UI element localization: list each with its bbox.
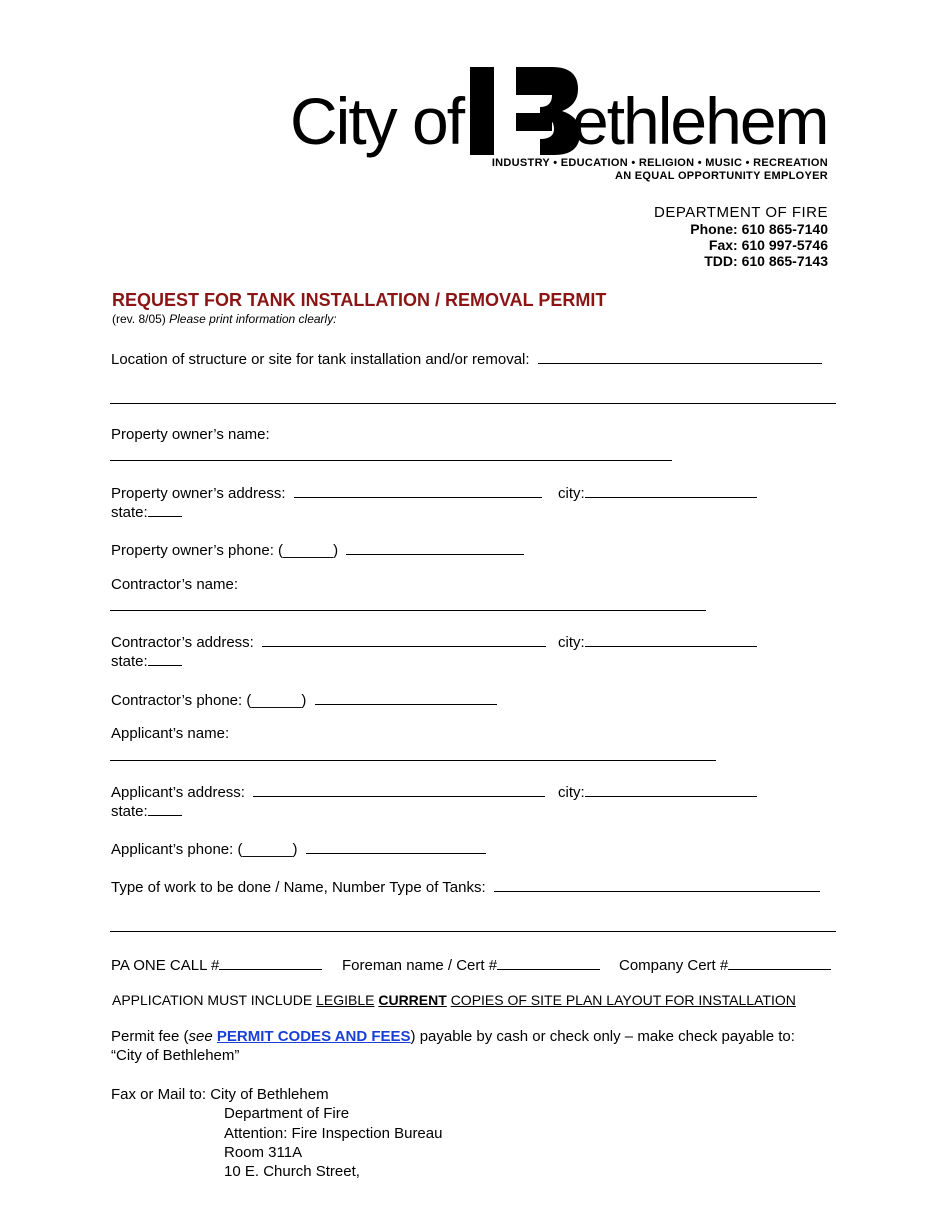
foreman-row [342,955,600,974]
logo-tagline [492,157,828,183]
contractor-state-label: state: [111,653,148,670]
contractor-city-row [558,632,757,651]
owner-state-row [111,502,182,521]
owner-state-field[interactable] [148,502,182,517]
applicant-address-label: Applicant’s address: [111,784,245,801]
work-type-field-line2[interactable] [110,931,836,932]
instruction-text: Please print information clearly: [169,312,337,326]
logo-b-mark [470,67,582,155]
mail-line-3: Room 311A [224,1144,303,1161]
department-contact [654,205,828,269]
contractor-phone-row [111,690,497,709]
form-subtitle [112,312,337,326]
fee-see: see [188,1028,213,1045]
contractor-city-field[interactable] [585,632,757,647]
fee-prefix: Permit fee ( [111,1028,189,1045]
mail-label: Fax or Mail to: City of Bethlehem [111,1086,329,1103]
applicant-name-field[interactable] [110,760,716,761]
mail-line-4: 10 E. Church Street, [224,1163,360,1180]
applicant-phone-label: Applicant’s phone: (______) [111,841,298,858]
location-field[interactable] [538,349,822,364]
company-cert-field[interactable] [728,955,831,970]
tagline-line1: INDUSTRY • EDUCATION • RELIGION • MUSIC • RECREATION [491,157,828,169]
applicant-city-label: city: [558,784,585,801]
revision-text: (rev. 8/05) [112,312,166,326]
applicant-city-row [558,782,757,801]
work-type-field[interactable] [494,877,820,892]
applicant-phone-row [111,839,486,858]
owner-address-field[interactable] [294,483,542,498]
work-type-row [111,877,820,896]
owner-name-label: Property owner’s name: [111,426,270,443]
department-fax: Fax: 610 997-5746 [708,237,828,253]
logo-rest-text: ethlehem [572,84,828,158]
fee-line [111,1028,795,1045]
owner-address-label: Property owner’s address: [111,485,286,502]
owner-address-row [111,483,542,502]
contractor-state-field[interactable] [148,651,182,666]
mail-line-1: Department of Fire [224,1105,350,1122]
owner-phone-field[interactable] [346,540,524,555]
pa-one-call-field[interactable] [219,955,322,970]
company-cert-row [619,955,831,974]
contractor-address-row [111,632,546,651]
owner-city-label: city: [558,485,585,502]
work-type-label: Type of work to be done / Name, Number Type of Tanks: [111,879,486,896]
applicant-state-label: state: [111,803,148,820]
notice-legible: LEGIBLE [316,992,375,1008]
contractor-address-label: Contractor’s address: [111,634,254,651]
applicant-address-field[interactable] [253,782,545,797]
department-phone: Phone: 610 865-7140 [690,221,828,237]
fee-payee: “City of Bethlehem” [111,1047,240,1064]
notice-rest: COPIES OF SITE PLAN LAYOUT FOR INSTALLATION [450,992,796,1008]
contractor-name-label: Contractor’s name: [111,576,239,593]
company-cert-label: Company Cert # [619,957,729,974]
logo-city-text: City of [290,84,464,158]
mail-line-2: Attention: Fire Inspection Bureau [224,1125,443,1142]
department-tdd: TDD: 610 865-7143 [704,253,828,269]
owner-phone-row [111,540,524,559]
applicant-state-field[interactable] [148,801,182,816]
owner-city-field[interactable] [585,483,757,498]
owner-state-label: state: [111,504,148,521]
contractor-name-field[interactable] [110,610,706,611]
location-row [111,349,822,368]
owner-city-row [558,483,757,502]
owner-phone-label: Property owner’s phone: (______) [111,542,339,559]
applicant-name-label: Applicant’s name: [111,725,230,742]
location-field-line2[interactable] [110,403,836,404]
applicant-address-row [111,782,545,801]
contractor-state-row [111,651,182,670]
pa-one-call-row [111,955,322,974]
applicant-city-field[interactable] [585,782,757,797]
applicant-state-row [111,801,182,820]
owner-name-field[interactable] [110,460,672,461]
contractor-phone-field[interactable] [315,690,497,705]
tagline-line2: AN EQUAL OPPORTUNITY EMPLOYER [614,170,828,182]
department-name: DEPARTMENT OF FIRE [653,204,828,221]
location-label: Location of structure or site for tank installation and/or removal: [111,351,530,368]
contractor-phone-label: Contractor’s phone: (______) [111,692,307,709]
contractor-address-field[interactable] [262,632,546,647]
form-title: REQUEST FOR TANK INSTALLATION / REMOVAL PERMIT [112,290,607,310]
permit-codes-fees-link[interactable]: PERMIT CODES AND FEES [216,1028,411,1045]
application-notice [112,992,796,1008]
fee-suffix: ) payable by cash or check only – make check payable to: [410,1028,795,1045]
foreman-label: Foreman name / Cert # [342,957,498,974]
pa-one-call-label: PA ONE CALL # [111,957,220,974]
foreman-field[interactable] [497,955,600,970]
applicant-phone-field[interactable] [306,839,486,854]
notice-prefix: APPLICATION MUST INCLUDE [112,992,313,1008]
notice-current: CURRENT [378,992,447,1008]
contractor-city-label: city: [558,634,585,651]
